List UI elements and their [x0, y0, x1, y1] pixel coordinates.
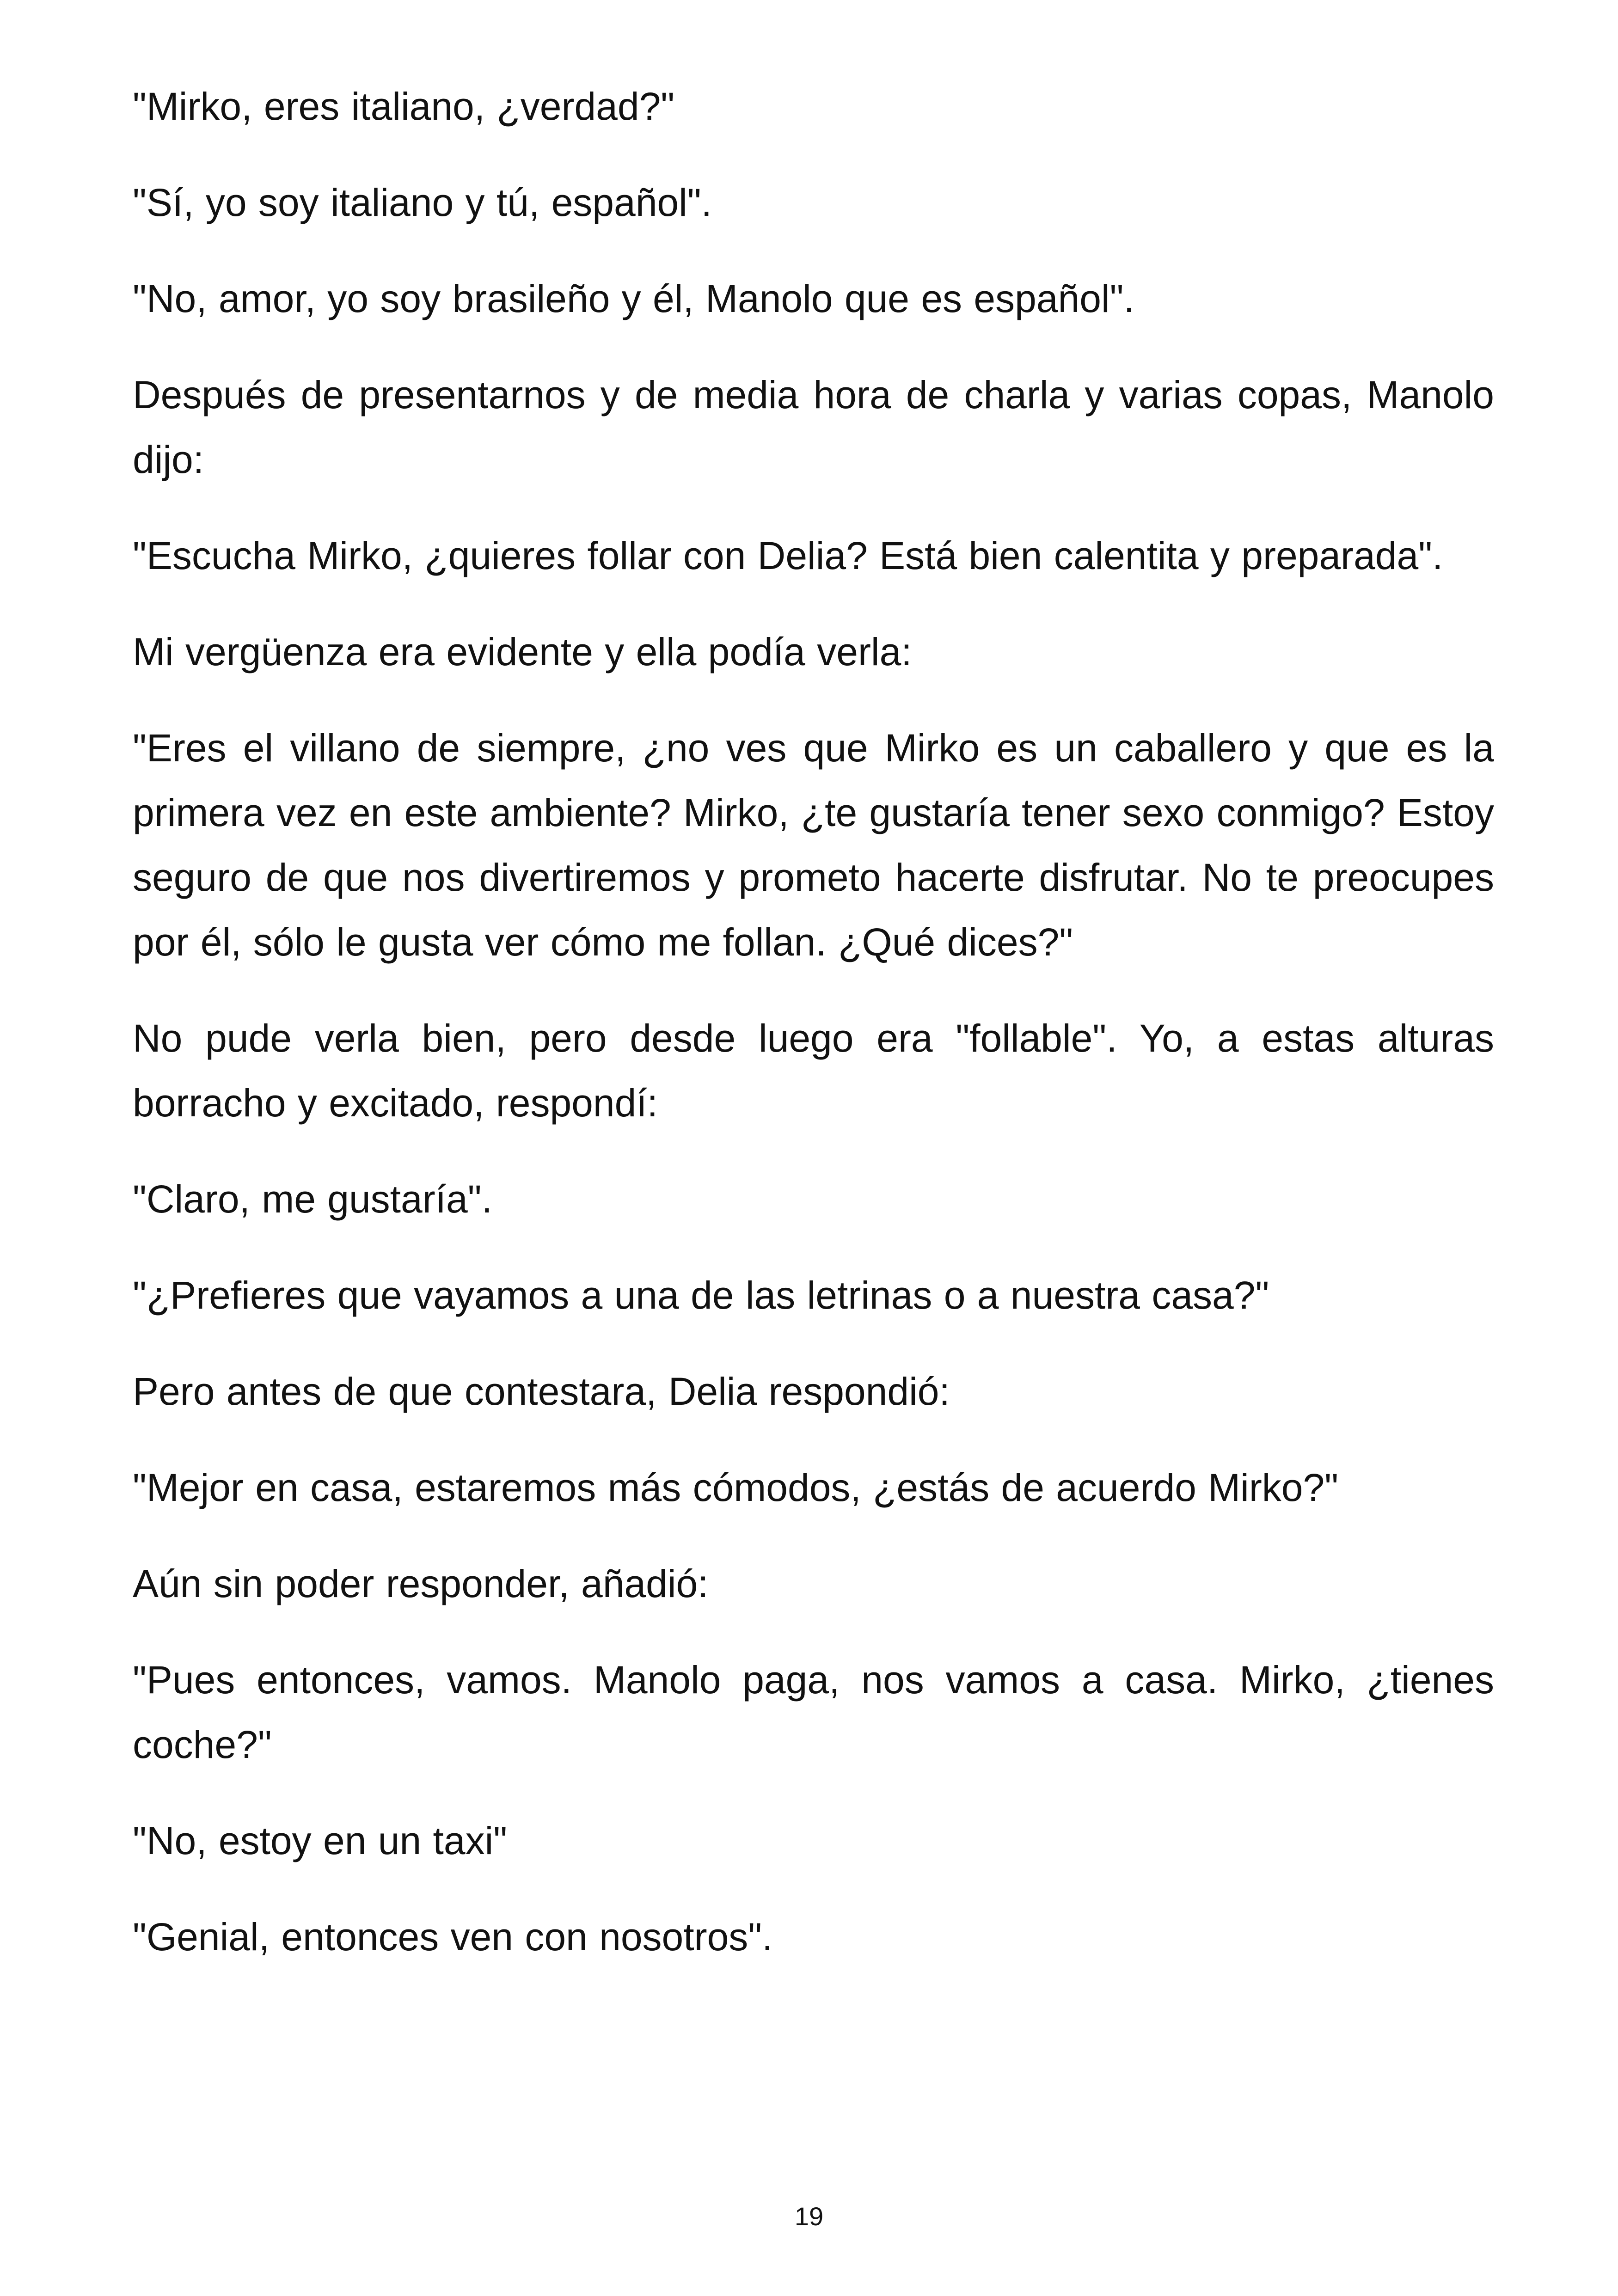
- body-text: [133, 74, 1494, 2001]
- page-number: 19: [794, 2202, 824, 2231]
- paragraph: Después de presentarnos y de media hora de charla y varias copas, Manolo dijo:: [133, 373, 1494, 481]
- paragraph: Pero antes de que contestara, Delia respondió:: [133, 1370, 950, 1413]
- paragraph: "Mejor en casa, estaremos más cómodos, ¿estás de acuerdo Mirko?": [133, 1466, 1339, 1509]
- paragraph: "¿Prefieres que vayamos a una de las letrinas o a nuestra casa?": [133, 1274, 1269, 1317]
- paragraph: "No, amor, yo soy brasileño y él, Manolo que es español".: [133, 277, 1134, 320]
- paragraph: "Claro, me gustaría".: [133, 1177, 492, 1221]
- paragraph: "Genial, entonces ven con nosotros".: [133, 1915, 773, 1959]
- paragraph: "Mirko, eres italiano, ¿verdad?": [133, 85, 675, 128]
- paragraph: "Sí, yo soy italiano y tú, español".: [133, 181, 712, 224]
- paragraph: "Eres el villano de siempre, ¿no ves que Mirko es un caballero y que es la primera vez en este ambiente? Mirko, ¿te gustaría tener sexo conmigo? Estoy seguro de que nos divertiremos y prometo hacerte disfrutar. No te preocupes por él, sólo le gusta ver cómo me follan. ¿Qué dices?": [133, 726, 1494, 964]
- paragraph: No pude verla bien, pero desde luego era "follable". Yo, a estas alturas borracho y excitado, respondí:: [133, 1016, 1494, 1125]
- paragraph: "Escucha Mirko, ¿quieres follar con Delia? Está bien calentita y preparada".: [133, 534, 1443, 577]
- paragraph: Aún sin poder responder, añadió:: [133, 1562, 709, 1605]
- paragraph: "Pues entonces, vamos. Manolo paga, nos vamos a casa. Mirko, ¿tienes coche?": [133, 1658, 1494, 1766]
- paragraph: "No, estoy en un taxi": [133, 1819, 508, 1862]
- paragraph: Mi vergüenza era evidente y ella podía verla:: [133, 630, 912, 673]
